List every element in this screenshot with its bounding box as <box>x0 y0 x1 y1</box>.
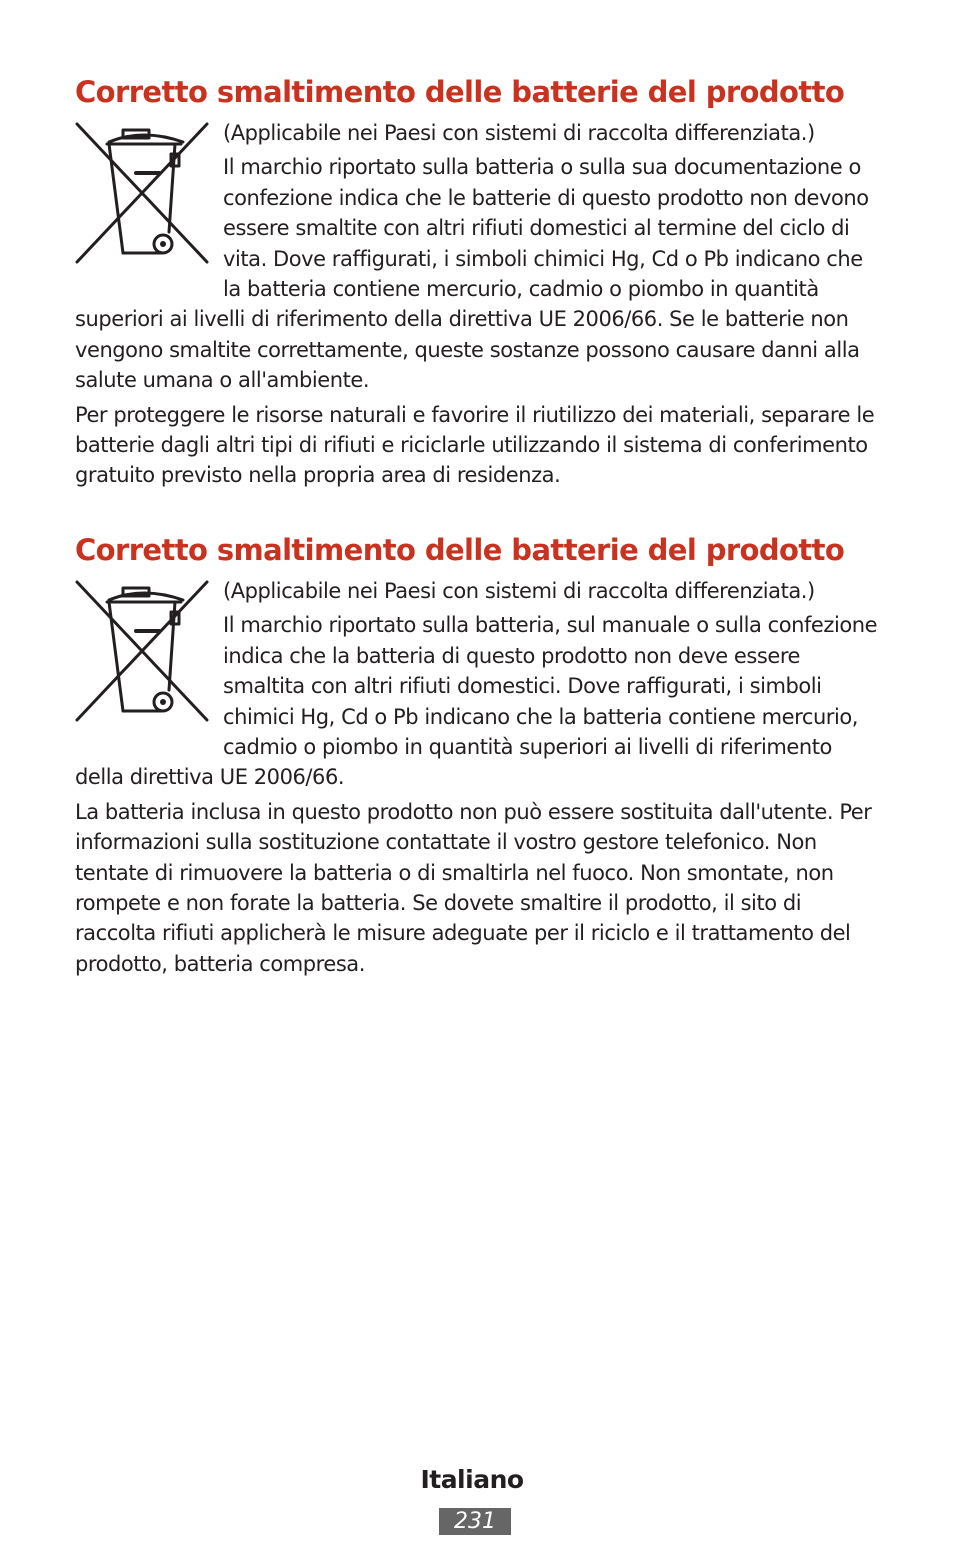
applicability-note: (Applicabile nei Paesi con sistemi di raccolta differenziata.) <box>223 121 815 145</box>
applicability-note: (Applicabile nei Paesi con sistemi di raccolta differenziata.) <box>223 579 815 603</box>
footer-language: Italiano <box>420 1465 524 1494</box>
body-paragraph: Il marchio riportato sulla batteria o sulla sua documentazione o confezione indica che le batterie di questo prodotto non devono essere smaltite con altri rifiuti domestici al termine del ciclo di vita. Dove raffigurati, i simboli chimici Hg, Cd o Pb indicano che la batteria contiene mercurio, cadmio o piombo in quantità superiori ai livelli di riferimento della direttiva UE 2006/66. Se le batterie non vengono smaltite correttamente, queste sostanze possono causare danni alla salute umana o all'ambiente. <box>75 155 869 393</box>
body-paragraph: La batteria inclusa in questo prodotto non può essere sostituita dall'utente. Per informazioni sulla sostituzione contattate il vostro gestore telefonico. Non tentate di rimuovere la batteria o di smaltirla nel fuoco. Non smontate, non rompete e non forate la batteria. Se dovete smaltire il prodotto, il sito di raccolta rifiuti applicherà le misure adeguate per il riciclo e il trattamento del prodotto, batteria compresa. <box>75 799 872 976</box>
section-heading: Corretto smaltimento delle batterie del prodotto <box>75 533 845 567</box>
body-paragraph: Per proteggere le risorse naturali e favorire il riutilizzo dei materiali, separare le batterie dagli altri tipi di rifiuti e riciclarle utilizzando il sistema di conferimento gratuito previsto nella propria area di residenza. <box>75 402 875 488</box>
battery-disposal-section-1 <box>75 72 880 495</box>
page-number-badge: 231 <box>439 1508 511 1535</box>
section-heading: Corretto smaltimento delle batterie del prodotto <box>75 75 845 109</box>
crossed-out-wheelie-bin-icon <box>75 578 209 728</box>
section-content <box>75 118 880 491</box>
battery-disposal-section-2 <box>75 530 880 983</box>
crossed-out-wheelie-bin-icon <box>75 120 209 270</box>
section-content <box>75 576 880 979</box>
body-paragraph: Il marchio riportato sulla batteria, sul manuale o sulla confezione indica che la batteria di questo prodotto non deve essere smaltita con altri rifiuti domestici. Dove raffigurati, i simboli chimici Hg, Cd o Pb indicano che la batteria contiene mercurio, cadmio o piombo in quantità superiori ai livelli di riferimento della direttiva UE 2006/66. <box>75 613 878 790</box>
